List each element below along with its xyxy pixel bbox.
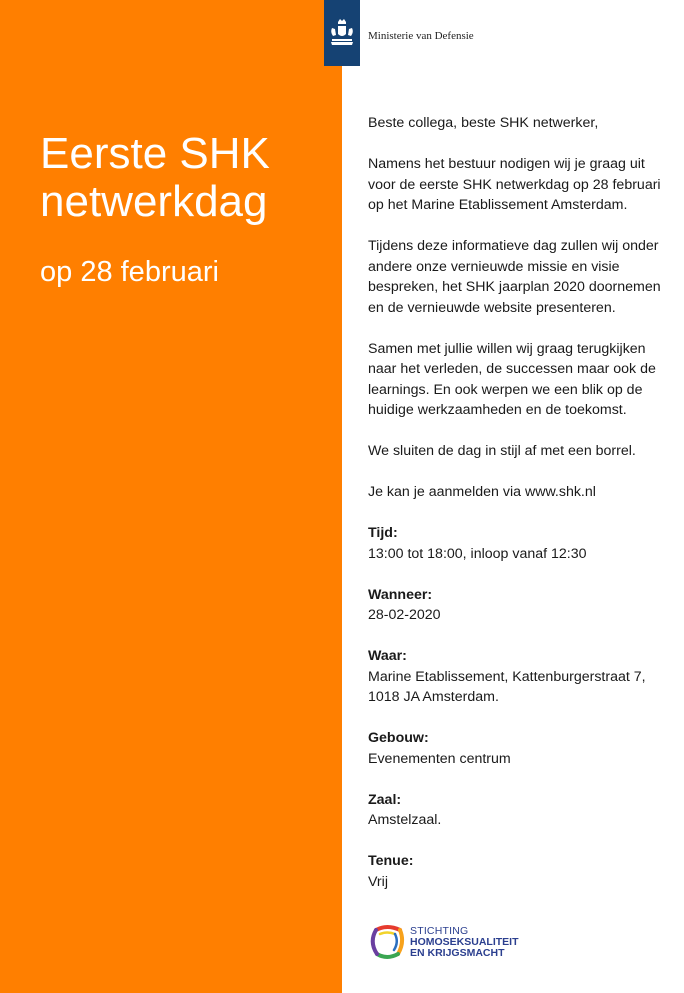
detail-label: Gebouw: <box>368 730 429 746</box>
detail-label: Waar: <box>368 648 407 664</box>
letter-paragraph: Namens het bestuur nodigen wij je graag uit voor de eerste SHK netwerkdag op 28 februari op het Marine Etablissement Amsterdam. <box>368 156 661 213</box>
coat-of-arms-icon <box>328 18 356 48</box>
detail-location <box>368 646 663 708</box>
detail-label: Tenue: <box>368 853 414 869</box>
detail-room <box>368 790 663 831</box>
detail-value: Evenementen centrum <box>368 750 511 767</box>
detail-label: Wanneer: <box>368 586 433 603</box>
detail-label: Zaal: <box>368 791 402 808</box>
title-line-1: Eerste SHK <box>40 129 270 178</box>
detail-value: Marine Etablissement, Kattenburgerstraat 7, 1018 JA Amsterdam. <box>368 668 646 705</box>
shk-logo-text <box>410 926 519 959</box>
logo-line-2: HOMOSEKSUALITEIT <box>410 935 519 948</box>
logo-bar <box>324 0 360 66</box>
ministry-name: Ministerie van Defensie <box>368 30 474 42</box>
logo-line-1: STICHTING <box>410 924 469 937</box>
letter-paragraph: Beste collega, beste SHK netwerker, <box>368 115 599 131</box>
detail-dress-code <box>368 851 663 892</box>
detail-label: Tijd: <box>368 525 398 541</box>
letter-paragraph: Je kan je aanmelden via www.shk.nl <box>368 484 596 500</box>
letter-paragraph: We sluiten de dag in stijl af met een borrel. <box>368 443 636 459</box>
detail-value: 13:00 tot 18:00, inloop vanaf 12:30 <box>368 545 587 562</box>
detail-value: Amstelzaal. <box>368 812 442 828</box>
detail-value: Vrij <box>368 873 388 890</box>
detail-building <box>368 728 663 769</box>
letter-body <box>368 113 663 913</box>
title-line-2: netwerkdag <box>40 177 268 226</box>
letter-paragraph: Samen met jullie willen wij graag terugkijken naar het verleden, de successen maar ook de learnings. En ook werpen we een blik op de huidige werkzaamheden en de toekomst. <box>368 340 656 418</box>
letter-paragraph: Tijdens deze informatieve dag zullen wij onder andere onze vernieuwde missie en visie bespreken, het SHK jaarplan 2020 doornemen en de vernieuwde website presenteren. <box>368 238 661 316</box>
page-title <box>40 130 330 226</box>
detail-time <box>368 523 663 564</box>
shk-logo <box>368 924 519 960</box>
logo-line-3: EN KRIJGSMACHT <box>410 946 505 959</box>
page-subtitle: op 28 februari <box>40 256 219 288</box>
rainbow-ring-logo-icon <box>368 924 406 960</box>
detail-value: 28-02-2020 <box>368 607 441 623</box>
detail-date <box>368 585 663 626</box>
